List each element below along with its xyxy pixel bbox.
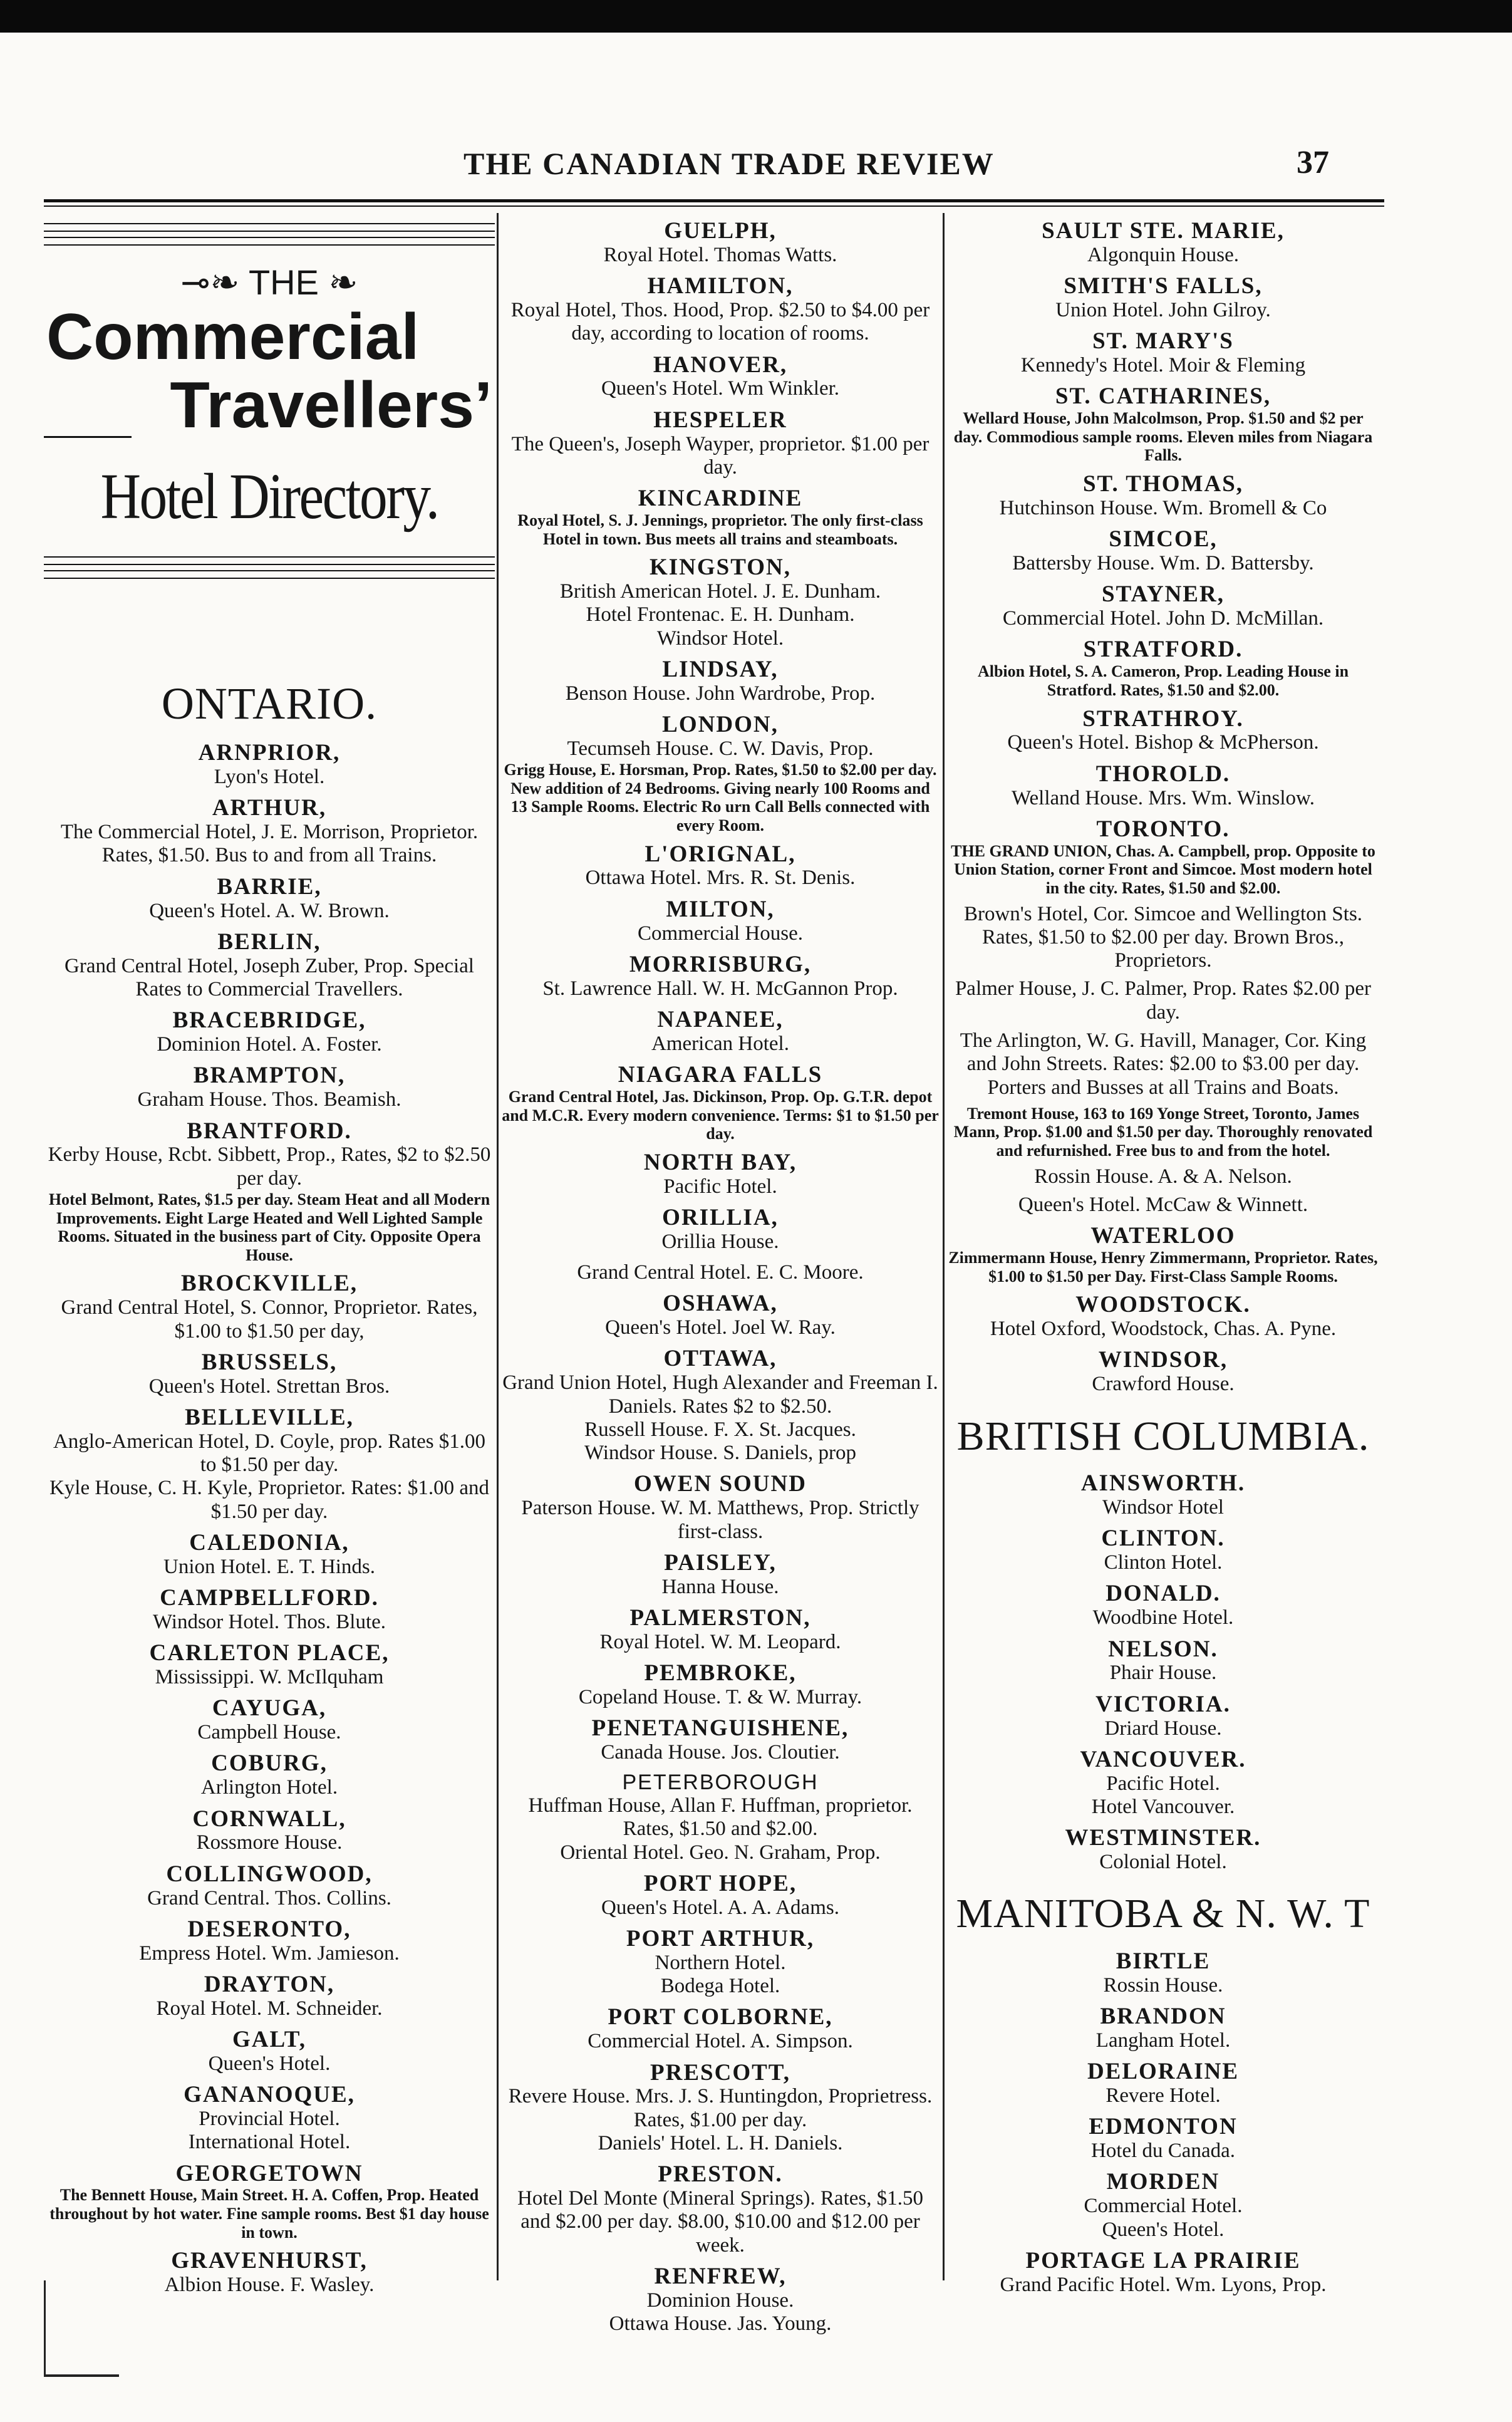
- hotel-listing: Rossmore House.: [196, 1831, 343, 1854]
- town-name: PENETANGUISHENE,: [591, 1715, 849, 1742]
- hotel-entry: [947, 638, 1379, 699]
- hotel-entry: [501, 2265, 940, 2336]
- town-name: BARRIE,: [217, 873, 322, 900]
- hotel-entry: [501, 1206, 940, 1254]
- scan-edge-mark-vertical: [44, 2280, 46, 2374]
- hotel-entry: [501, 1772, 940, 1864]
- hotel-entry: [947, 2060, 1379, 2108]
- hotel-listing: Woodbine Hotel.: [1092, 1606, 1234, 1629]
- manitoba-entries: [947, 1950, 1379, 2297]
- town-name: MORRISBURG,: [629, 951, 812, 977]
- hotel-entry: [947, 1638, 1379, 1685]
- hotel-entry: [44, 2249, 495, 2297]
- hotel-entry: [501, 1063, 940, 1143]
- town-name: ST. CATHARINES,: [1055, 383, 1271, 410]
- hotel-listing: Commercial Hotel. John D. McMillan.: [1002, 607, 1324, 630]
- town-name: MORDEN: [1106, 2169, 1220, 2195]
- hotel-entry: [501, 2163, 940, 2257]
- hotel-entry: [947, 274, 1379, 322]
- hotel-listing: Queen's Hotel. Strettan Bros.: [148, 1375, 390, 1398]
- town-name: ST. MARY'S: [1092, 328, 1234, 355]
- town-name: GUELPH,: [664, 218, 777, 244]
- hotel-listing: Queen's Hotel. A. A. Adams.: [601, 1896, 839, 1919]
- hotel-entry: [44, 1641, 495, 1689]
- town-name: STRATFORD.: [1083, 637, 1243, 663]
- town-name: L'ORIGNAL,: [645, 841, 796, 867]
- town-name: BELLEVILLE,: [185, 1404, 354, 1430]
- hotel-advert: THE GRAND UNION, Chas. A. Campbell, prop. Opposite to Union Station, corner Front and Simcoe. Most modern hotel in the city. Rates, $1.50 and $2.00.: [951, 841, 1375, 897]
- town-name: WOODSTOCK.: [1075, 1292, 1251, 1318]
- town-name: BERLIN,: [217, 928, 321, 955]
- hotel-listing: Empress Hotel. Wm. Jamieson.: [139, 1941, 400, 1965]
- hotel-entry: [947, 1826, 1379, 1874]
- town-name: SMITH'S FALLS,: [1064, 273, 1263, 299]
- hotel-entry: [501, 556, 940, 650]
- hotel-advert: Hotel Belmont, Rates, $1.5 per day. Steam Heat and all Modern Improvements. Eight Large Heated and Well Lighted Sample Rooms. Situated in the business part of City. Opposite Opera House.: [48, 1190, 490, 1264]
- hotel-entry: [44, 1752, 495, 1799]
- town-name: CLINTON.: [1101, 1525, 1225, 1552]
- town-name: PORTAGE LA PRAIRIE: [1025, 2247, 1301, 2274]
- town-name: HANOVER,: [653, 351, 788, 378]
- town-name: PRESTON.: [658, 2161, 783, 2188]
- hotel-listing: Colonial Hotel.: [1099, 1851, 1227, 1874]
- town-name: OWEN SOUND: [634, 1471, 807, 1497]
- hotel-listing: Union Hotel. John Gilroy.: [1055, 298, 1271, 321]
- hotel-listing: Paterson House. W. M. Matthews, Prop. Strictly first-class.: [521, 1497, 919, 1543]
- town-name: CAYUGA,: [212, 1695, 327, 1722]
- hotel-listing: Northern Hotel.: [655, 1951, 786, 1974]
- hotel-listing: Revere House. Mrs. J. S. Huntingdon, Proprietress. Rates, $1.00 per day.: [508, 2085, 933, 2131]
- header-rule: [44, 199, 1384, 202]
- hotel-listing: Windsor Hotel. Thos. Blute.: [152, 1610, 386, 1633]
- hotel-listing: Union Hotel. E. T. Hinds.: [163, 1555, 375, 1578]
- hotel-listing: Royal Hotel. W. M. Leopard.: [599, 1630, 841, 1653]
- hotel-listing: Canada House. Jos. Cloutier.: [601, 1741, 840, 1764]
- scan-edge-mark: [44, 2374, 119, 2377]
- hotel-entry: [947, 1224, 1379, 1286]
- hotel-listing: Arlington Hotel.: [200, 1776, 338, 1799]
- hotel-advert: Albion Hotel, S. A. Cameron, Prop. Leading House in Stratford. Rates, $1.50 and $2.00.: [977, 662, 1349, 699]
- hotel-listing: Hotel Oxford, Woodstock, Chas. A. Pyne.: [990, 1318, 1337, 1341]
- section-ontario: ONTARIO.: [161, 678, 378, 729]
- hotel-entry: [501, 1472, 940, 1543]
- town-name: LONDON,: [662, 711, 779, 737]
- hotel-listing: Benson House. John Wardrobe, Prop.: [565, 682, 876, 705]
- town-name: SAULT STE. MARIE,: [1042, 218, 1285, 244]
- hotel-entry: [501, 1872, 940, 1920]
- town-name: WINDSOR,: [1098, 1347, 1228, 1373]
- hotel-advert: The Bennett House, Main Street. H. A. Coffen, Prop. Heated throughout by hot water. Fine sample rooms. Best $1 day house in town.: [49, 2186, 489, 2242]
- town-name: HAMILTON,: [647, 273, 794, 299]
- town-name: VICTORIA.: [1095, 1691, 1231, 1717]
- town-name: BRANTFORD.: [187, 1118, 352, 1144]
- town-name: BIRTLE: [1116, 1948, 1211, 1974]
- town-name: CARLETON PLACE,: [149, 1640, 390, 1666]
- hotel-listing: Tecumseh House. C. W. Davis, Prop.: [567, 737, 874, 760]
- hotel-listing: Dominion Hotel. A. Foster.: [157, 1033, 382, 1056]
- column-1: [44, 219, 495, 2304]
- town-name: ARTHUR,: [212, 795, 327, 821]
- hotel-listing: Queen's Hotel. Wm Winkler.: [601, 377, 840, 400]
- hotel-listing: Queen's Hotel. Bishop & McPherson.: [1007, 731, 1319, 754]
- hotel-listing: Pacific Hotel.: [1106, 1772, 1220, 1795]
- hotel-entry: [501, 2061, 940, 2156]
- town-name: PORT COLBORNE,: [608, 2004, 833, 2030]
- town-name: GALT,: [232, 2027, 306, 2053]
- column-3: [947, 219, 1379, 2304]
- hotel-entry: [44, 1697, 495, 1744]
- hotel-entry: [947, 2249, 1379, 2297]
- town-name: PORT HOPE,: [643, 1870, 797, 1896]
- town-name: THOROLD.: [1095, 761, 1231, 787]
- town-name: VANCOUVER.: [1080, 1746, 1246, 1772]
- section-manitoba: MANITOBA & N. W. T: [956, 1891, 1370, 1937]
- hotel-listing: Ottawa Hotel. Mrs. R. St. Denis.: [585, 866, 856, 890]
- hotel-listing: Battersby House. Wm. D. Battersby.: [1012, 552, 1314, 575]
- column-divider-left: [497, 213, 499, 2280]
- masthead-rules-bottom-2: [44, 570, 495, 579]
- town-name: BRAMPTON,: [193, 1063, 346, 1089]
- scan-top-band: [0, 0, 1512, 33]
- hotel-entry: [44, 1351, 495, 1398]
- town-name: BROCKVILLE,: [180, 1271, 358, 1297]
- town-name: STAYNER,: [1102, 581, 1225, 608]
- hotel-listing: Queen's Hotel. McCaw & Winnett.: [1018, 1193, 1308, 1216]
- page-number: 37: [1297, 145, 1329, 180]
- hotel-entry: [44, 1009, 495, 1056]
- masthead-rules-top-2: [44, 237, 495, 246]
- column-2-entries: [501, 219, 940, 2336]
- hotel-entry: [947, 1472, 1379, 1519]
- hotel-listing: Huffman House, Allan F. Huffman, proprietor. Rates, $1.50 and $2.00.: [528, 1794, 913, 1841]
- hotel-entry: [44, 2162, 495, 2242]
- town-name: TORONTO.: [1096, 816, 1230, 842]
- masthead-rules-top: [44, 223, 495, 232]
- hotel-listing: Kerby House, Rcbt. Sibbett, Prop., Rates, $2 to $2.50 per day.: [48, 1143, 491, 1190]
- town-name: BRANDON: [1100, 2004, 1226, 2030]
- hotel-listing: Welland House. Mrs. Wm. Winslow.: [1012, 786, 1315, 809]
- town-name: NIAGARA FALLS: [618, 1062, 823, 1088]
- town-name: AINSWORTH.: [1080, 1470, 1246, 1497]
- masthead-hotel-directory: Hotel Directory.: [100, 460, 438, 533]
- hotel-listing: Royal Hotel, Thos. Hood, Prop. $2.50 to $4.00 per day, according to location of rooms.: [510, 298, 930, 345]
- masthead: [44, 223, 495, 662]
- hotel-entry: [947, 1693, 1379, 1740]
- column-1-entries: [44, 741, 495, 2297]
- town-name: PORT ARTHUR,: [626, 1926, 815, 1952]
- hotel-entry: [501, 1661, 940, 1709]
- hotel-entry: [501, 274, 940, 345]
- hotel-entry: [947, 472, 1379, 520]
- hotel-listing: Copeland House. T. & W. Murray.: [578, 1685, 862, 1708]
- fleuron-left-icon: ⊸❧: [180, 262, 249, 302]
- hotel-entry: [44, 796, 495, 867]
- hotel-entry: [501, 487, 940, 548]
- column-2: [501, 219, 940, 2343]
- hotel-listing: Grand Union Hotel, Hugh Alexander and Freeman I. Daniels. Rates $2 to $2.50.: [502, 1371, 938, 1418]
- hotel-listing: Queen's Hotel. Joel W. Ray.: [605, 1316, 836, 1339]
- town-name: DONALD.: [1106, 1581, 1221, 1607]
- town-name: CORNWALL,: [192, 1806, 346, 1832]
- hotel-entry: [44, 1807, 495, 1855]
- town-name: DRAYTON,: [204, 1971, 335, 1997]
- hotel-entry: [947, 1527, 1379, 1574]
- town-name: STRATHROY.: [1082, 705, 1244, 732]
- town-name: CAMPBELLFORD.: [160, 1585, 379, 1611]
- town-name: ARNPRIOR,: [198, 740, 341, 766]
- town-name: NORTH BAY,: [643, 1149, 797, 1175]
- hotel-listing: Rossin House. A. & A. Nelson.: [1034, 1165, 1292, 1188]
- hotel-listing: Driard House.: [1104, 1717, 1222, 1740]
- hotel-listing: Provincial Hotel.: [199, 2108, 340, 2130]
- hotel-listing: Windsor House. S. Daniels, prop: [584, 1442, 857, 1465]
- hotel-listing: Queen's Hotel.: [1102, 2218, 1225, 2241]
- hotel-entry: [44, 1586, 495, 1634]
- hotel-entry: [947, 1348, 1379, 1396]
- hotel-entry: [44, 1531, 495, 1579]
- hotel-entry: [44, 1918, 495, 1965]
- header-rule-thin: [44, 205, 1384, 207]
- hotel-listing: The Queen's, Joseph Wayper, proprietor. $1.00 per day.: [511, 432, 929, 479]
- town-name: WESTMINSTER.: [1065, 1825, 1261, 1851]
- hotel-entry: [44, 1973, 495, 2020]
- hotel-listing: Grand Central Hotel, S. Connor, Proprietor. Rates, $1.00 to $1.50 per day,: [61, 1296, 478, 1343]
- hotel-entry: [501, 658, 940, 705]
- hotel-advert: Wellard House, John Malcolmson, Prop. $1.50 and $2 per day. Commodious sample rooms. Eleven miles from Niagara Falls.: [953, 409, 1373, 465]
- hotel-listing: Queen's Hotel. A. W. Brown.: [149, 899, 390, 922]
- hotel-entry: [501, 1008, 940, 1056]
- hotel-listing: Lyon's Hotel.: [214, 766, 325, 789]
- town-name: EDMONTON: [1089, 2114, 1238, 2140]
- hotel-entry: [947, 219, 1379, 267]
- hotel-listing: Queen's Hotel.: [208, 2052, 331, 2075]
- hotel-entry: [501, 1927, 940, 1998]
- town-name: COLLINGWOOD,: [166, 1861, 373, 1887]
- hotel-entry: [501, 353, 940, 401]
- hotel-listing: Palmer House, J. C. Palmer, Prop. Rates $2.00 per day.: [955, 977, 1372, 1024]
- masthead-travellers: Travellers’: [170, 369, 492, 442]
- hotel-advert: Grand Central Hotel, Jas. Dickinson, Prop. Op. G.T.R. depot and M.C.R. Every modern convenience. Terms: $1 to $1.50 per day.: [502, 1087, 939, 1143]
- hotel-entry: [501, 408, 940, 479]
- town-name: MILTON,: [666, 896, 775, 922]
- hotel-entry: [947, 707, 1379, 755]
- column-divider-right: [943, 213, 945, 2280]
- hotel-listing: British American Hotel. J. E. Dunham.: [559, 580, 881, 603]
- hotel-advert: Royal Hotel, S. J. Jennings, proprietor. The only first-class Hotel in town. Bus meets all trains and steamboats.: [517, 511, 923, 548]
- hotel-entry: [947, 1582, 1379, 1629]
- hotel-listing: Commercial Hotel. A. Simpson.: [588, 2030, 853, 2053]
- hotel-entry: [44, 1064, 495, 1111]
- hotel-entry: [501, 713, 940, 835]
- town-name: CALEDONIA,: [189, 1529, 350, 1556]
- hotel-entry: [501, 219, 940, 267]
- hotel-listing: Orillia House.: [661, 1230, 779, 1253]
- town-name: WATERLOO: [1090, 1223, 1236, 1249]
- hotel-advert: Grigg House, E. Horsman, Prop. Rates, $1.50 to $2.00 per day. New addition of 24 Bedrooms. Giving nearly 100 Rooms and 13 Sample Rooms. Electric Ro urn Call Bells connected with every Room.: [504, 761, 937, 834]
- hotel-entry: [44, 875, 495, 923]
- town-name: BRUSSELS,: [201, 1349, 338, 1375]
- hotel-advert: Tremont House, 163 to 169 Yonge Street, Toronto, James Mann, Prop. $1.00 and $1.50 per day. Thoroughly renovated and refurnished. Free bus to and from the hotel.: [953, 1104, 1373, 1160]
- hotel-listing: Graham House. Thos. Beamish.: [137, 1088, 401, 1111]
- hotel-listing: Dominion House.: [646, 2289, 794, 2312]
- hotel-listing: Anglo-American Hotel, D. Coyle, prop. Rates $1.00 to $1.50 per day.: [53, 1430, 486, 1477]
- hotel-entry: [501, 1261, 940, 1284]
- hotel-listing: Hotel Del Monte (Mineral Springs). Rates, $1.50 and $2.00 per day. $8.00, $10.00 and $12.00 per week.: [517, 2187, 923, 2257]
- hotel-listing: Campbell House.: [197, 1721, 341, 1744]
- town-name: PAISLEY,: [664, 1549, 777, 1576]
- hotel-listing: Mississippi. W. McIlquham: [155, 1666, 384, 1688]
- british-columbia-entries: [947, 1472, 1379, 1874]
- town-name: ORILLIA,: [662, 1204, 779, 1230]
- town-name: PALMERSTON,: [629, 1604, 811, 1631]
- hotel-listing: Crawford House.: [1092, 1373, 1235, 1396]
- masthead-commercial: Commercial: [46, 301, 420, 373]
- town-name: DELORAINE: [1087, 2059, 1240, 2085]
- hotel-entry: [947, 385, 1379, 465]
- hotel-listing: Royal Hotel. Thomas Watts.: [603, 243, 837, 266]
- masthead-underline: [44, 436, 132, 438]
- hotel-listing: Russell House. F. X. St. Jacques.: [584, 1418, 856, 1441]
- hotel-entry: [947, 2005, 1379, 2052]
- town-name: KINGSTON,: [649, 554, 792, 581]
- hotel-listing: Grand Central Hotel, Joseph Zuber, Prop. Special Rates to Commercial Travellers.: [65, 954, 474, 1001]
- hotel-entry: [44, 1120, 495, 1265]
- town-name: BRACEBRIDGE,: [172, 1007, 366, 1034]
- hotel-listing: Phair House.: [1109, 1661, 1217, 1685]
- hotel-entry: [501, 898, 940, 945]
- town-name: GEORGETOWN: [175, 2160, 363, 2186]
- hotel-listing: Langham Hotel.: [1095, 2029, 1231, 2052]
- hotel-entry: [947, 1748, 1379, 1819]
- hotel-entry: [501, 2005, 940, 2053]
- town-name: DESERONTO,: [187, 1916, 351, 1942]
- masthead-the: ⊸❧ THE ❧: [180, 262, 358, 302]
- hotel-entry: [947, 762, 1379, 810]
- town-name: PEMBROKE,: [644, 1660, 797, 1687]
- hotel-entry: [501, 953, 940, 1001]
- hotel-listing: The Arlington, W. G. Havill, Manager, Cor. King and John Streets. Rates: $2.00 to $3.00 per day. Porters and Busses at all Trains and Boats.: [960, 1029, 1367, 1099]
- hotel-entry: [44, 1863, 495, 1910]
- hotel-listing: Rossin House.: [1103, 1973, 1223, 1997]
- town-name: GANANOQUE,: [184, 2082, 355, 2108]
- hotel-entry: [501, 1606, 940, 1654]
- hotel-entry: [501, 1151, 940, 1198]
- town-name: OSHAWA,: [663, 1291, 778, 1317]
- hotel-listing: Clinton Hotel.: [1104, 1551, 1223, 1574]
- hotel-entry: [44, 2028, 495, 2076]
- hotel-listing: Hotel Frontenac. E. H. Dunham.: [586, 603, 855, 626]
- page-title: THE CANADIAN TRADE REVIEW: [463, 146, 995, 181]
- hotel-listing: Oriental Hotel. Geo. N. Graham, Prop.: [560, 1841, 881, 1864]
- hotel-listing: Grand Central Hotel. E. C. Moore.: [577, 1261, 864, 1284]
- hotel-listing: American Hotel.: [651, 1032, 789, 1055]
- hotel-listing: St. Lawrence Hall. W. H. McGannon Prop.: [542, 977, 898, 1000]
- town-name: NAPANEE,: [657, 1006, 784, 1032]
- hotel-entry: [947, 2115, 1379, 2163]
- hotel-entry: [947, 330, 1379, 377]
- hotel-listing: Bodega Hotel.: [660, 1975, 780, 1998]
- hotel-entry: [947, 583, 1379, 630]
- hotel-listing: Windsor Hotel: [1102, 1496, 1224, 1519]
- hotel-entry: [501, 1551, 940, 1599]
- hotel-entry: [44, 1406, 495, 1524]
- hotel-listing: Brown's Hotel, Cor. Simcoe and Wellington Sts. Rates, $1.50 to $2.00 per day. Brown Bros., Proprietors.: [963, 902, 1363, 972]
- hotel-entry: [44, 741, 495, 789]
- hotel-listing: Royal Hotel. M. Schneider.: [156, 1997, 383, 2020]
- hotel-entry: [947, 1950, 1379, 1997]
- hotel-entry: [44, 2083, 495, 2154]
- hotel-listing: Algonquin House.: [1087, 243, 1239, 266]
- hotel-listing: Hotel du Canada.: [1090, 2139, 1236, 2163]
- town-name: LINDSAY,: [662, 656, 779, 682]
- hotel-listing: Grand Central. Thos. Collins.: [147, 1886, 391, 1910]
- hotel-listing: Windsor Hotel.: [656, 626, 784, 650]
- hotel-entry: [501, 1347, 940, 1465]
- hotel-listing: International Hotel.: [188, 2131, 351, 2154]
- hotel-listing: The Commercial Hotel, J. E. Morrison, Proprietor. Rates, $1.50. Bus to and from all Trains.: [60, 821, 479, 867]
- fleuron-right-icon: ❧: [318, 262, 358, 302]
- hotel-listing: Commercial Hotel.: [1084, 2195, 1243, 2218]
- hotel-advert: Zimmermann House, Henry Zimmermann, Proprietor. Rates, $1.00 to $1.50 per Day. First-Class Sample Rooms.: [948, 1249, 1378, 1286]
- town-name: SIMCOE,: [1109, 526, 1218, 553]
- town-name: PETERBOROUGH: [622, 1770, 819, 1795]
- hotel-listing: Daniels' Hotel. L. H. Daniels.: [598, 2131, 843, 2154]
- town-name: NELSON.: [1108, 1636, 1218, 1662]
- hotel-entry: [501, 843, 940, 890]
- town-name: KINCARDINE: [638, 486, 803, 512]
- hotel-listing: Ottawa House. Jas. Young.: [609, 2312, 832, 2336]
- hotel-listing: Hutchinson House. Wm. Bromell & Co: [999, 496, 1327, 519]
- town-name: PRESCOTT,: [650, 2059, 790, 2086]
- hotel-listing: Commercial House.: [638, 922, 803, 945]
- hotel-entry: [501, 1292, 940, 1339]
- hotel-listing: Hanna House.: [661, 1575, 779, 1598]
- column-3-entries: [947, 219, 1379, 1396]
- town-name: RENFREW,: [654, 2263, 787, 2289]
- hotel-listing: Hotel Vancouver.: [1091, 1795, 1235, 1818]
- town-name: GRAVENHURST,: [171, 2248, 368, 2274]
- hotel-listing: Albion House. F. Wasley.: [164, 2274, 375, 2297]
- hotel-entry: [44, 930, 495, 1001]
- hotel-listing: Kennedy's Hotel. Moir & Fleming: [1020, 354, 1306, 377]
- town-name: ST. THOMAS,: [1082, 471, 1244, 497]
- town-name: OTTAWA,: [663, 1346, 777, 1372]
- town-name: COBURG,: [211, 1750, 328, 1777]
- hotel-listing: Kyle House, C. H. Kyle, Proprietor. Rates: $1.00 and $1.50 per day.: [49, 1477, 490, 1523]
- hotel-listing: Grand Pacific Hotel. Wm. Lyons, Prop.: [1000, 2273, 1327, 2296]
- hotel-entry: [947, 818, 1379, 1217]
- hotel-entry: [947, 1293, 1379, 1341]
- hotel-entry: [501, 1717, 940, 1764]
- hotel-entry: [947, 528, 1379, 575]
- section-british-columbia: BRITISH COLUMBIA.: [956, 1413, 1370, 1459]
- masthead-rules-bottom: [44, 556, 495, 565]
- hotel-entry: [947, 2170, 1379, 2241]
- hotel-entry: [44, 1272, 495, 1343]
- hotel-listing: Revere Hotel.: [1106, 2084, 1221, 2107]
- hotel-listing: Pacific Hotel.: [663, 1175, 777, 1198]
- town-name: HESPELER: [653, 407, 787, 433]
